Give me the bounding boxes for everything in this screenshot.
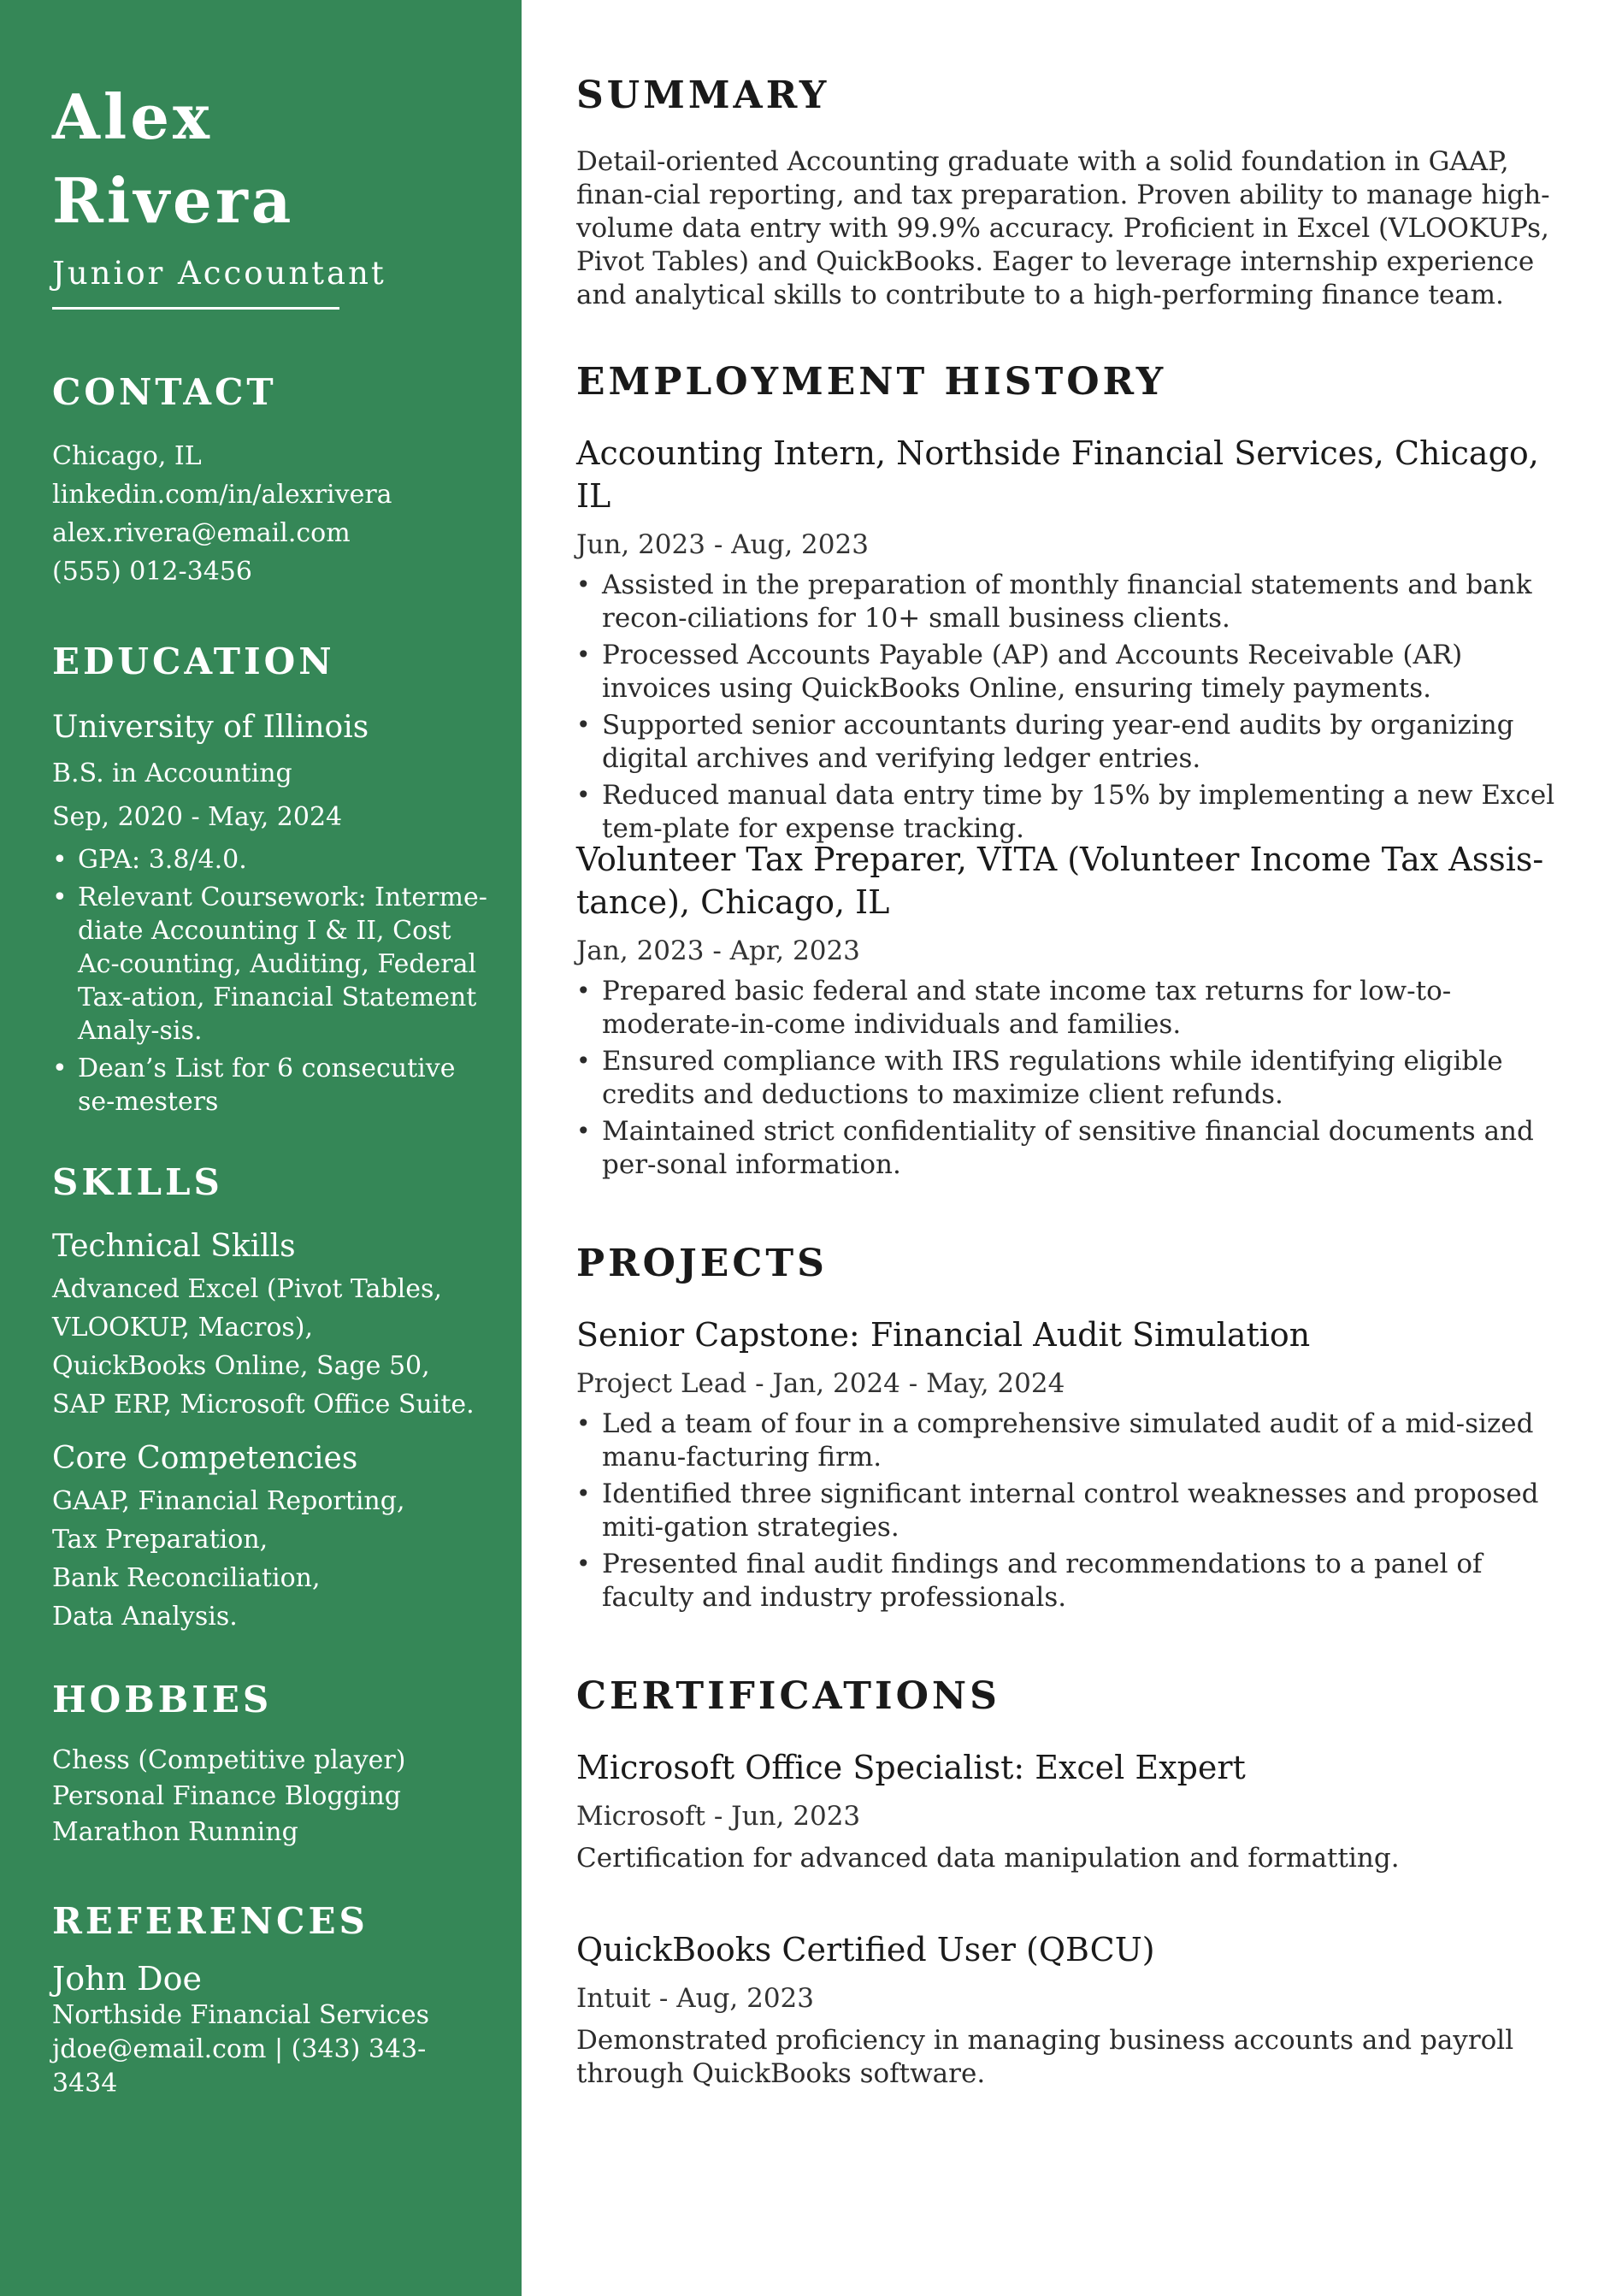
education-degree: B.S. in Accounting	[52, 758, 292, 788]
projects-heading: PROJECTS	[576, 1242, 828, 1285]
certification-desc: Certification for advanced data manipulation and formatting.	[576, 1843, 1400, 1874]
contact-email-link[interactable]: alex.rivera@email.com	[52, 518, 351, 548]
job-title: Junior Accountant	[52, 255, 386, 292]
education-bullets	[52, 843, 487, 1118]
contact-linkedin-link[interactable]: linkedin.com/in/alexrivera	[52, 480, 392, 510]
hobby-item: Marathon Running	[52, 1817, 298, 1847]
education-bullet: • Relevant Coursework: Interme-diate Accounting I & II, Cost Ac-counting, Auditing, Federal Tax-ation, Financial Statement Analy-sis.	[52, 881, 487, 1048]
hobbies-heading: HOBBIES	[52, 1679, 273, 1721]
job-bullet: • Maintained strict confidentiality of sensitive financial documents and per-sonal information.	[576, 1115, 1577, 1182]
job-bullet: • Supported senior accountants during year-end audits by organizing digital archives and verifying ledger entries.	[576, 709, 1577, 776]
first-name: Alex	[52, 80, 213, 153]
job-dates: Jun, 2023 - Aug, 2023	[576, 529, 869, 560]
education-section	[52, 640, 487, 1118]
certification-desc: Demonstrated proficiency in managing business accounts and payroll through QuickBooks software.	[576, 2025, 1514, 2089]
certification-entry	[576, 1928, 1577, 2091]
job-bullet: • Ensured compliance with IRS regulations while identifying eligible credits and deductions to maximize client refunds.	[576, 1045, 1577, 1112]
summary-heading: SUMMARY	[576, 74, 830, 117]
project-bullet: • Led a team of four in a comprehensive simulated audit of a mid-sized manu-facturing firm.	[576, 1408, 1577, 1474]
job-title: Volunteer Tax Preparer, VITA (Volunteer Income Tax Assis-tance), Chicago, IL	[576, 841, 1544, 921]
last-name: Rivera	[52, 164, 295, 237]
job-entry	[576, 432, 1577, 849]
technical-skill-line: VLOOKUP, Macros),	[52, 1313, 314, 1343]
certification-meta: Microsoft - Jun, 2023	[576, 1801, 861, 1832]
technical-skill-line: QuickBooks Online, Sage 50,	[52, 1351, 430, 1381]
education-dates: Sep, 2020 - May, 2024	[52, 802, 343, 832]
hobby-item: Personal Finance Blogging	[52, 1781, 401, 1811]
education-bullet: • GPA: 3.8/4.0.	[52, 843, 487, 876]
technical-skill-line: SAP ERP, Microsoft Office Suite.	[52, 1390, 475, 1420]
education-heading: EDUCATION	[52, 640, 335, 682]
employment-heading: EMPLOYMENT HISTORY	[576, 360, 1167, 404]
certification-title: Microsoft Office Specialist: Excel Expert	[576, 1749, 1246, 1786]
project-meta: Project Lead - Jan, 2024 - May, 2024	[576, 1368, 1065, 1399]
skills-section	[52, 1161, 487, 1636]
contact-section	[52, 371, 487, 591]
project-entry	[576, 1313, 1577, 1618]
core-competency-line: Tax Preparation,	[52, 1525, 268, 1555]
hobby-item: Chess (Competitive player)	[52, 1745, 406, 1775]
contact-phone: (555) 012-3456	[52, 557, 252, 587]
job-bullet: • Prepared basic federal and state income tax returns for low-to-moderate-in-come individuals and families.	[576, 975, 1577, 1042]
job-bullets	[576, 975, 1577, 1182]
job-entry	[576, 838, 1577, 1185]
hobbies-section	[52, 1679, 487, 1850]
references-section	[52, 1900, 487, 2101]
core-competency-line: Bank Reconciliation,	[52, 1563, 321, 1593]
skills-heading: SKILLS	[52, 1161, 223, 1203]
certification-title: QuickBooks Certified User (QBCU)	[576, 1931, 1155, 1968]
core-competency-line: Data Analysis.	[52, 1602, 238, 1632]
technical-skills-heading: Technical Skills	[52, 1229, 296, 1264]
project-title: Senior Capstone: Financial Audit Simulation	[576, 1316, 1311, 1354]
technical-skill-line: Advanced Excel (Pivot Tables,	[52, 1274, 442, 1304]
reference-contact: jdoe@email.com | (343) 343-3434	[52, 2034, 427, 2098]
education-bullet: • Dean’s List for 6 consecutive se-mesters	[52, 1052, 487, 1118]
certification-meta: Intuit - Aug, 2023	[576, 1983, 814, 2014]
job-bullets	[576, 569, 1577, 846]
project-bullets	[576, 1408, 1577, 1614]
contact-location: Chicago, IL	[52, 441, 202, 471]
job-title: Accounting Intern, Northside Financial Services, Chicago, IL	[576, 434, 1539, 515]
certifications-heading: CERTIFICATIONS	[576, 1674, 1000, 1718]
education-school: University of Illinois	[52, 710, 369, 745]
job-bullet: • Assisted in the preparation of monthly financial statements and bank recon-ciliations for 10+ small business clients.	[576, 569, 1577, 635]
full-name	[52, 75, 487, 243]
certification-entry	[576, 1746, 1577, 1875]
sidebar	[0, 0, 522, 2296]
reference-name: John Doe	[52, 1960, 202, 1998]
job-dates: Jan, 2023 - Apr, 2023	[576, 936, 860, 966]
project-bullet: • Identified three significant internal control weaknesses and proposed miti-gation strategies.	[576, 1478, 1577, 1544]
reference-company: Northside Financial Services	[52, 2000, 430, 2030]
project-bullet: • Presented final audit findings and recommendations to a panel of faculty and industry professionals.	[576, 1548, 1577, 1614]
core-competencies-heading: Core Competencies	[52, 1441, 358, 1476]
references-heading: REFERENCES	[52, 1900, 369, 1942]
job-bullet: • Processed Accounts Payable (AP) and Accounts Receivable (AR) invoices using QuickBooks Online, ensuring timely payments.	[576, 639, 1577, 705]
job-bullet: • Reduced manual data entry time by 15% by implementing a new Excel tem-plate for expense tracking.	[576, 779, 1577, 846]
contact-heading: CONTACT	[52, 371, 277, 413]
core-competency-line: GAAP, Financial Reporting,	[52, 1486, 405, 1516]
title-divider	[52, 307, 339, 310]
summary-text: Detail-oriented Accounting graduate with a solid foundation in GAAP, finan-cial reporting, and tax preparation. Proven ability to manage high-volume data entry with 99.9% accuracy. Proficient in Excel (VLOOKUPs, Pivot Tables) and QuickBooks. Eager to leverage internship experience and analytical skills to contribute to a high-performing finance team.	[576, 146, 1550, 310]
